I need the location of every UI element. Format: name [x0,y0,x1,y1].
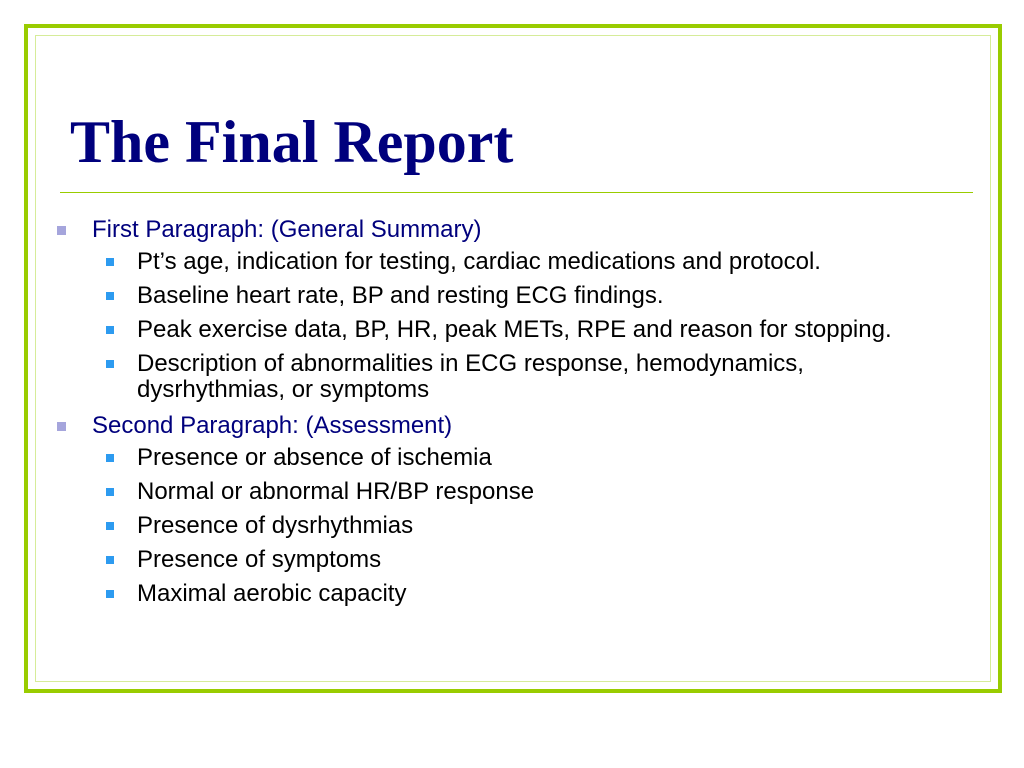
square-bullet-icon [106,556,114,564]
list-item [55,513,937,539]
square-bullet-icon [106,488,114,496]
list-item-text: Maximal aerobic capacity [137,580,407,607]
square-bullet-icon [106,292,114,300]
square-bullet-icon [106,454,114,462]
list-item [55,283,937,309]
list-item [55,581,937,607]
title-divider [60,192,973,193]
slide-title: The Final Report [70,109,514,175]
section-heading-general-summary [55,215,970,245]
section-heading-text: First Paragraph: (General Summary) [92,216,482,243]
list-item [55,249,937,275]
list-item-text: Baseline heart rate, BP and resting ECG findings. [137,282,664,309]
list-item [55,317,937,343]
list-item [55,351,937,403]
square-bullet-icon [106,590,114,598]
square-bullet-icon [106,326,114,334]
list-item [55,479,937,505]
square-bullet-icon [106,522,114,530]
list-item-text: Presence or absence of ischemia [137,444,492,471]
general-summary-list [55,249,970,403]
list-item [55,445,937,471]
list-item-text: Presence of symptoms [137,546,382,573]
list-item [55,547,937,573]
section-heading-text: Second Paragraph: (Assessment) [92,412,453,439]
square-bullet-icon [57,422,66,431]
list-item-text: Presence of dysrhythmias [137,512,414,539]
square-bullet-icon [57,226,66,235]
square-bullet-icon [106,360,114,368]
list-item-text: Description of abnormalities in ECG response, hemodynamics, dysrhythmias, or symptoms [137,350,804,403]
section-heading-assessment [55,411,970,441]
list-item-text: Pt’s age, indication for testing, cardiac medications and protocol. [137,248,821,275]
square-bullet-icon [106,258,114,266]
list-item-text: Normal or abnormal HR/BP response [137,478,535,505]
slide-content [55,215,970,615]
list-item-text: Peak exercise data, BP, HR, peak METs, RPE and reason for stopping. [137,316,892,343]
assessment-list [55,445,970,607]
